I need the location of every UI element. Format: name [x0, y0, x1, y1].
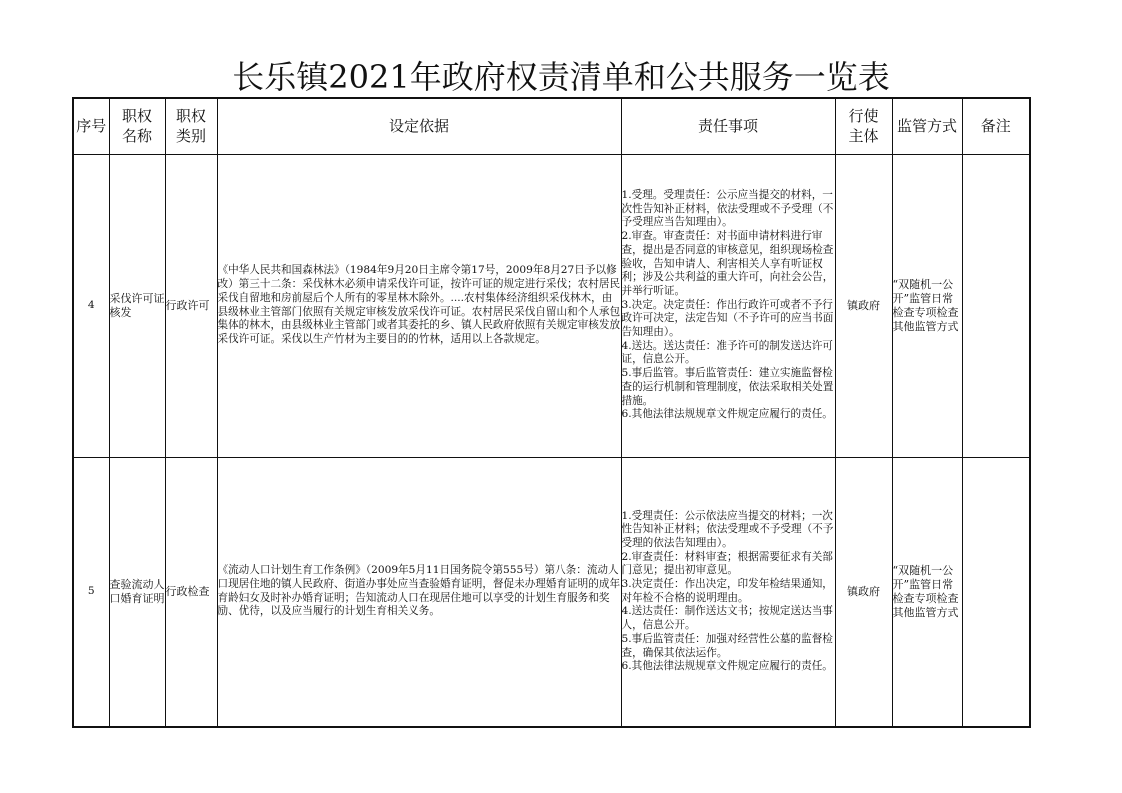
duty-item: 2.审查责任：材料审查；根据需要征求有关部门意见；提出初审意见。: [621, 550, 833, 577]
duty-items: [621, 154, 835, 457]
power-name: 采伐许可证核发: [109, 154, 165, 457]
duty-item: 1.受理责任：公示依法应当提交的材料；一次性告知补正材料；依法受理或不予受理（不予受理的依法告知理由）。: [621, 509, 834, 549]
header-remark: 备注: [962, 98, 1030, 154]
row-number: 5: [73, 457, 109, 727]
duty-item: 5.事后监管责任：加强对经营性公墓的监督检查，确保其依法运作。: [621, 632, 833, 659]
duty-item: 6.其他法律法规规章文件规定应履行的责任。: [621, 408, 833, 421]
legal-basis: 《中华人民共和国森林法》（1984年9月20日主席令第17号，2009年8月27日予以修改）第三十二条：采伐林木必须申请采伐许可证，按许可证的规定进行采伐；农村居民采伐自留地和房前屋后个人所有的零星林木除外。....农村集体经济组织采伐林木，由县级林业主管部门依照有关规定审核发放采伐许可证。农村居民采伐自留山和个人承包集体的林木，由县级林业主管部门或者其委托的乡、镇人民政府依照有关规定审核发放采伐许可证。采伐以生产竹材为主要目的的竹林，适用以上各款规定。: [217, 154, 621, 457]
table-row: [73, 154, 1030, 457]
table-row: [73, 457, 1030, 727]
power-category: 行政许可: [165, 154, 217, 457]
executing-subject: 镇政府: [835, 154, 892, 457]
header-category: 职权 类别: [165, 98, 217, 154]
duty-item: 3.决定责任：作出决定，印发年检结果通知，对年检不合格的说明理由。: [621, 578, 833, 604]
duty-item: 3.决定。决定责任：作出行政许可或者不予行政许可决定，法定告知（不予许可的应当书面告知理由）。: [621, 298, 834, 339]
supervision-method: “双随机一公开”监管日常检查专项检查其他监管方式: [892, 154, 962, 457]
power-name: 查验流动人口婚育证明: [109, 457, 165, 727]
remark: [962, 154, 1030, 457]
header-no: 序号: [73, 98, 109, 154]
header-duties: 责任事项: [621, 98, 835, 154]
header-supervision: 监管方式: [892, 98, 962, 154]
legal-basis: 《流动人口计划生育工作条例》（2009年5月11日国务院令第555号）第八条：流动人口现居住地的镇人民政府、街道办事处应当查验婚育证明，督促未办理婚育证明的成年育龄妇女及时补办婚育证明；告知流动人口在现居住地可以享受的计划生育服务和奖励、优待，以及应当履行的计划生育相关义务。: [217, 457, 621, 727]
duty-item: 4.送达责任：制作送达文书；按规定送达当事人，信息公开。: [621, 605, 833, 632]
executing-subject: 镇政府: [835, 457, 892, 727]
header-subject: 行使 主体: [835, 98, 892, 154]
supervision-method: “双随机一公开”监管日常检查专项检查其他监管方式: [892, 457, 962, 727]
row-number: 4: [73, 154, 109, 457]
duty-item: 6.其他法律法规规章文件规定应履行的责任。: [621, 660, 833, 673]
duty-item: 2.审查。审查责任：对书面申请材料进行审查，提出是否同意的审核意见，组织现场检查验收，告知申请人、利害相关人享有听证权利；涉及公共利益的重大许可，向社会公告，并举行听证。: [621, 230, 834, 297]
header-basis: 设定依据: [217, 98, 621, 154]
duty-item: 5.事后监管。事后监管责任：建立实施监督检查的运行机制和管理制度，依法采取相关处置措施。: [621, 367, 834, 407]
duty-items: [621, 457, 835, 727]
table-header-row: [73, 98, 1030, 154]
duty-item: 1.受理。受理责任：公示应当提交的材料，一次性告知补正材料，依法受理或不予受理（不予受理应当告知理由）。: [621, 189, 834, 229]
duty-list-table: [72, 97, 1031, 728]
duty-item: 4.送达。送达责任：准予许可的制发送达许可证，信息公开。: [621, 339, 833, 366]
power-category: 行政检查: [165, 457, 217, 727]
remark: [962, 457, 1030, 727]
header-name: 职权 名称: [109, 98, 165, 154]
document-title: 长乐镇2021年政府权责清单和公共服务一览表: [232, 58, 890, 96]
